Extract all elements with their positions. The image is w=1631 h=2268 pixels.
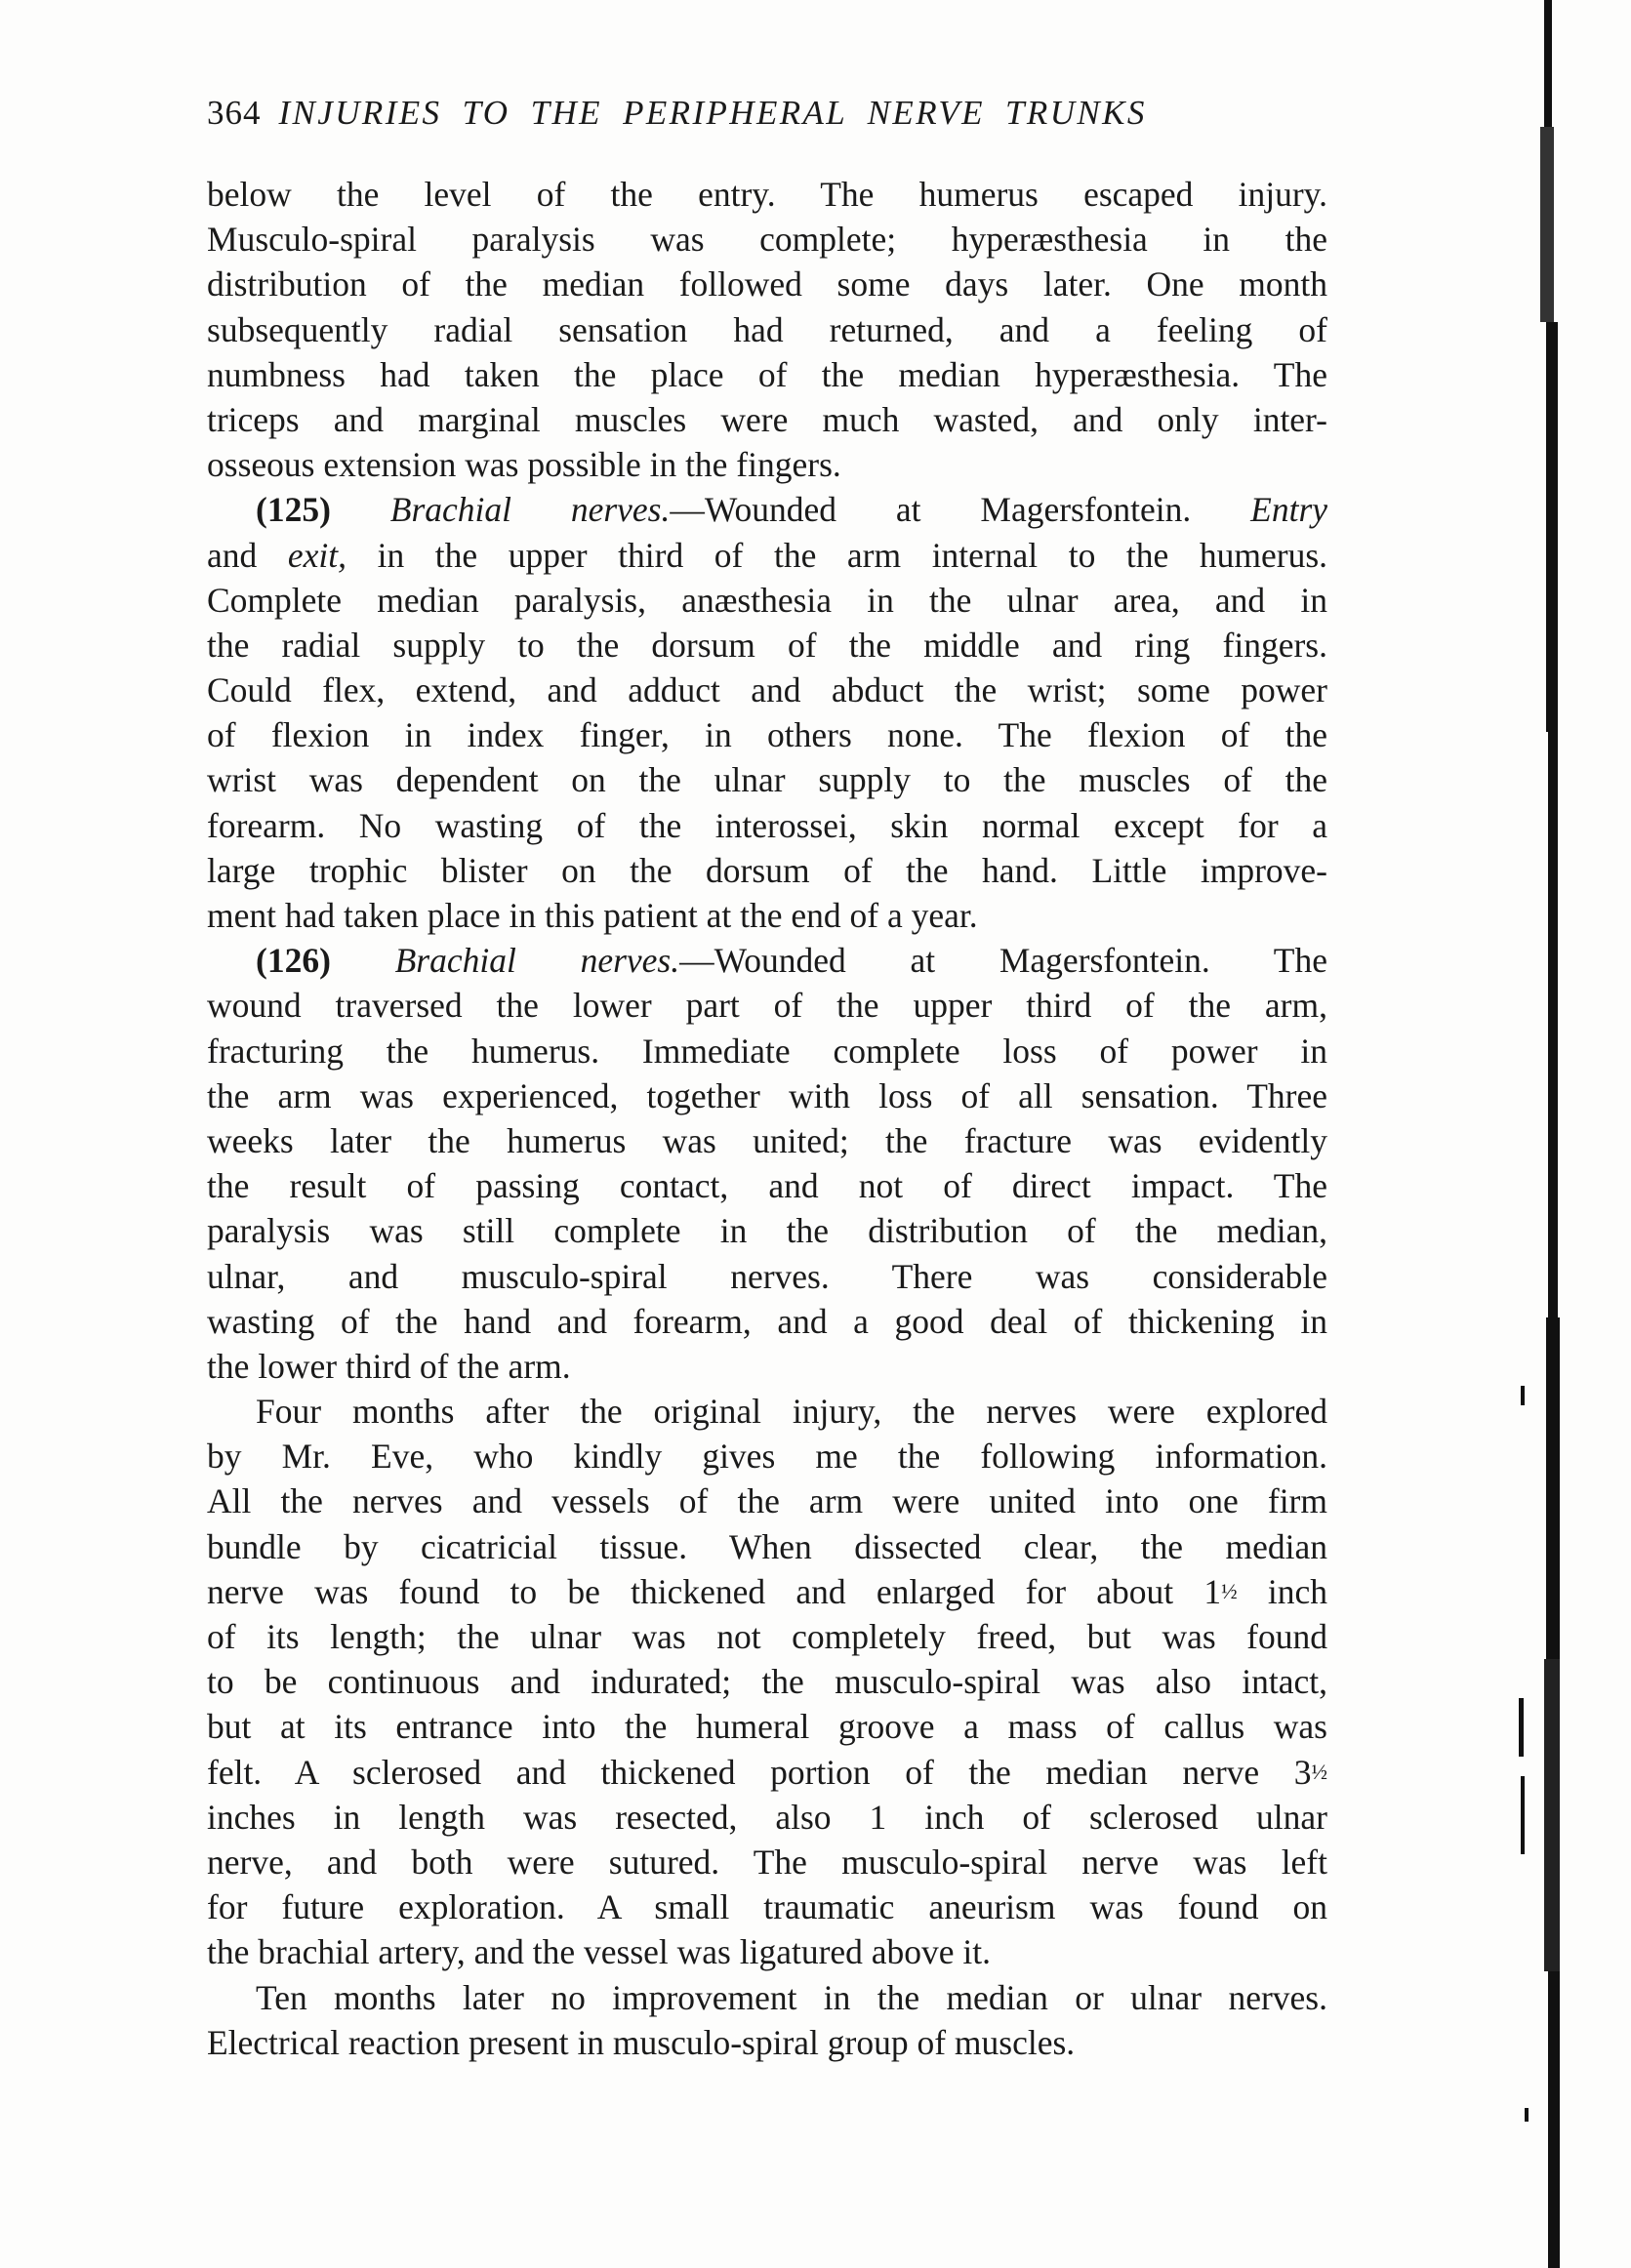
case-number: (126) [256,941,331,981]
text-line: to be continuous and indurated; the musculo-spiral was also intact, [207,1662,1327,1702]
case-heading: Brachial nerves. [389,490,671,530]
text-line: nerve was found to be thickened and enlarged for about 1½ inch [207,1571,1327,1611]
text-line: the brachial artery, and the vessel was ligatured above it. [207,1932,992,1972]
text-line: All the nerves and vessels of the arm were united into one firm [207,1481,1327,1521]
text-line: by Mr. Eve, who kindly gives me the following information. [207,1437,1327,1477]
text-line: of its length; the ulnar was not completely freed, but was found [207,1617,1327,1656]
text-line: subsequently radial sensation had returned, and a feeling of [207,309,1327,349]
text-line: felt. A sclerosed and thickened portion of the median nerve 3½ [207,1752,1327,1792]
scan-edge-shadow [1534,0,1573,2268]
text-line: Four months after the original injury, the nerves were explored [256,1392,1327,1432]
text-line: the result of passing contact, and not of direct impact. The [207,1166,1327,1206]
running-title: INJURIES TO THE PERIPHERAL NERVE TRUNKS [278,94,1147,132]
text-line: wound traversed the lower part of the upper third of the arm, [207,986,1327,1026]
case-heading: Brachial nerves. [394,941,680,981]
case-125-first-line: (125) Brachial nerves.—Wounded at Magersfontein. Entry [256,490,1328,530]
text-line: for future exploration. A small traumatic aneurism was found on [207,1887,1327,1927]
case-number: (125) [256,490,331,530]
text-line: ment had taken place in this patient at the end of a year. [207,896,978,935]
text-line: and exit, in the upper third of the arm internal to the humerus. [207,535,1328,575]
text-line: triceps and marginal muscles were much wasted, and only inter- [207,399,1327,439]
text-line: Could flex, extend, and adduct and abduct the wrist; some power [207,670,1327,710]
text-line: numbness had taken the place of the median hyperæsthesia. The [207,354,1327,394]
fraction: ½ [1311,1759,1327,1784]
case-126-first-line: (126) Brachial nerves.—Wounded at Magersfontein. The [256,941,1327,981]
text-line: of flexion in index finger, in others none. The flexion of the [207,715,1327,755]
text-line: the lower third of the arm. [207,1346,571,1386]
text-line: inches in length was resected, also 1 inch of sclerosed ulnar [207,1797,1327,1837]
text-line: Complete median paralysis, anæsthesia in the ulnar area, and in [207,580,1327,620]
body-text [207,172,1327,2065]
text-line: weeks later the humerus was united; the fracture was evidently [207,1120,1327,1160]
text-line: wrist was dependent on the ulnar supply to the muscles of the [207,760,1327,800]
text-line: wasting of the hand and forearm, and a good deal of thickening in [207,1301,1327,1341]
text-line: osseous extension was possible in the fingers. [207,445,841,485]
text-line: but at its entrance into the humeral groove a mass of callus was [207,1707,1327,1747]
text-line: forearm. No wasting of the interossei, skin normal except for a [207,805,1327,845]
text-line: the radial supply to the dorsum of the middle and ring fingers. [207,625,1327,665]
text-line: Ten months later no improvement in the median or ulnar nerves. [256,1977,1327,2017]
text-line: below the level of the entry. The humerus escaped injury. [207,175,1327,214]
text-line: large trophic blister on the dorsum of the hand. Little improve- [207,850,1327,890]
text-line: Musculo-spiral paralysis was complete; hyperæsthesia in the [207,220,1327,260]
text-line: paralysis was still complete in the distribution of the median, [207,1211,1327,1251]
fraction: ½ [1221,1578,1238,1603]
text-line: Electrical reaction present in musculo-spiral group of muscles. [207,2022,1076,2062]
page-number: 364 [207,94,262,132]
text-line: bundle by cicatricial tissue. When dissected clear, the median [207,1526,1327,1566]
text-line: distribution of the median followed some days later. One month [207,264,1327,304]
text-line: ulnar, and musculo-spiral nerves. There was considerable [207,1256,1327,1296]
text-line: fracturing the humerus. Immediate complete loss of power in [207,1031,1327,1071]
running-header [207,94,1310,152]
text-line: nerve, and both were sutured. The musculo-spiral nerve was left [207,1842,1327,1882]
text-line: the arm was experienced, together with loss of all sensation. Three [207,1075,1327,1115]
